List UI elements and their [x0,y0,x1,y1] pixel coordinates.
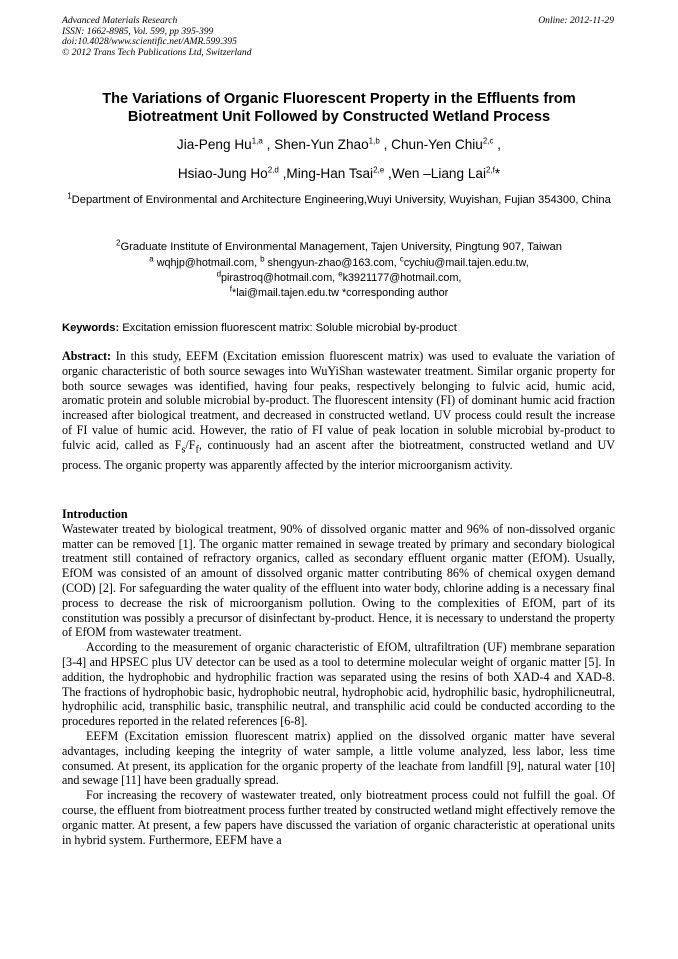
email-line-2 [62,271,616,286]
affiliation-2 [62,239,616,255]
abstract [62,349,615,473]
author-affiliation-mark: 1,b [368,136,380,146]
author-affiliation-mark: 2,d [267,165,279,175]
subscript: f [195,444,199,456]
section-heading: Introduction [62,507,128,521]
online-date: Online: 2012-11-29 [538,15,614,26]
author-name: Chun-Yen Chiu [391,137,483,152]
author-separator: , [384,166,392,181]
email-mark: d [216,269,222,279]
email-address[interactable]: *lai@mail.tajen.edu.tw *corresponding author [232,287,449,299]
keywords-text: Excitation emission fluorescent matrix: Soluble microbial by-product [119,322,457,334]
affiliation-1 [62,190,616,210]
author-name: Ming-Han Tsai [286,166,374,181]
author-affiliation-mark: 2,c [482,136,494,146]
paragraph: EEFM (Excitation emission fluorescent matrix) applied on the dissolved organic matter have several advantages, including keeping the integrity of water sample, a little volume analyzed, less labor, less time consumed. At present, its application for the organic property of the leachate from landfill [9], natural water [10] and sewage [11] have been gradually spread. [62,728,615,788]
author-separator: , [379,137,392,152]
abstract-label: Abstract: [62,349,112,363]
email-address[interactable]: k3921177@hotmail.com, [342,272,462,284]
author-separator: , [262,137,275,152]
keywords [62,322,616,334]
author-name: Shen-Yun Zhao [274,137,369,152]
email-mark: c [399,254,404,264]
abstract-text: , continuously had an ascent after the biotreatment, constructed wetland and UV process. The organic property was apparently affected by the interior microorganism activity. [62,437,615,472]
introduction-section [62,507,615,847]
issn-line: ISSN: 1662-8985, Vol. 599, pp 395-399 [62,25,214,37]
email-mark: e [338,269,343,279]
affiliation-text: Department of Environmental and Architecture Engineering,Wuyi University, Wuyishan, Fujian 354300, China [71,194,611,206]
paper-title: The Variations of Organic Fluorescent Property in the Effluents from Biotreatment Unit Followed by Constructed Wetland Process [102,91,576,125]
subscript: s [181,444,186,456]
author-separator: * [494,166,501,181]
email-address[interactable]: wqhjp@hotmail.com, [153,257,261,269]
email-mark: f [229,284,232,294]
author-separator: , [493,137,502,152]
copyright-line: © 2012 Trans Tech Publications Ltd, Switzerland [62,46,252,58]
keywords-label: Keywords: [62,322,120,334]
affiliation-text: Graduate Institute of Environmental Management, Tajen University, Pingtung 907, Taiwan [120,241,562,253]
email-mark: b [260,254,265,264]
journal-header [62,16,614,58]
author-affiliation-mark: 1,a [251,136,263,146]
email-block [62,256,616,301]
email-address[interactable]: shengyun-zhao@163.com, [264,257,400,269]
author-separator: , [278,166,287,181]
author-name: Wen –Liang Lai [391,166,486,181]
author-affiliation-mark: 2,f [485,165,495,175]
email-address[interactable]: pirastroq@hotmail.com, [221,272,339,284]
journal-name: Advanced Materials Research [62,15,178,26]
author-name: Hsiao-Jung Ho [177,166,268,181]
abstract-text: /F [185,437,196,452]
author-line-2 [62,166,616,181]
affiliation-mark: 2 [116,238,121,248]
email-mark: a [149,254,154,264]
paragraph: For increasing the recovery of wastewater treated, only biotreatment process could not fulfill the goal. Of course, the effluent from biotreatment process further treated by constructed wetland might effectively remove the organic matter. At present, a few papers have discussed the variation of organic characteristic at operational units in hybrid system. Furthermore, EEFM have a [62,788,615,847]
abstract-paragraph [62,349,615,473]
author-name: Jia-Peng Hu [176,137,252,152]
paragraph: Wastewater treated by biological treatment, 90% of dissolved organic matter and 96% of non-dissolved organic matter can be removed [1]. The organic matter remained in sewage treated by primary and secondary biological treatment still contained of refractory organics, called as secondary effluent organic matter (EfOM). Usually, EfOM was consisted of an amount of dissolved organic matter contributing 86% of chemical oxygen demand (COD) [2]. For safeguarding the water quality of the effluent into water body, chlorine adding is a necessary final process to decrease the risk of microorganism pollution. Owing to the complexities of EfOM, part of its constitution was possibly a precursor of disinfectant by-product. Hence, it is necessary to understand the property of EfOM from wastewater treatment. [62,521,615,640]
affiliation-mark: 1 [67,191,72,201]
email-address[interactable]: cychiu@mail.tajen.edu.tw, [403,257,529,269]
author-line-1 [62,137,616,152]
author-affiliation-mark: 2,e [373,165,385,175]
doi-line: doi:10.4028/www.scientific.net/AMR.599.395 [62,36,237,48]
email-line-3 [62,286,616,301]
paragraph: According to the measurement of organic characteristic of EfOM, ultrafiltration (UF) membrane separation [3-4] and HPSEC plus UV detector can be used as a tool to determine molecular weight of organic matter [5]. In addition, the hydrophobic and hydrophilic fraction was separated using the resins of both XAD-4 and XAD-8. The fractions of hydrophobic basic, hydrophobic neutral, hydrophobic acid, hydrophilic basic, hydrophilicneutral, hydrophilic acid, transphilic basic, transphilic neutral, and transphilic acid could be conducted according to the procedures reported in the related references [6-8]. [62,640,615,729]
abstract-text: In this study, EEFM (Excitation emission fluorescent matrix) was used to evaluate the variation of organic characteristic of both source sewages into WuYiShan wastewater treatment. Similar organic property for both source sewages was identified, having four peaks, respectively belonging to fulvic acid, humic acid, aromatic protein and soluble microbial by-product. The fluorescent intensity (FI) of dominant humic acid fraction increased after biological treatment, and decreased in constructed wetland. UV process could result the increase of FI value of humic acid. However, the ratio of FI value of peak location in soluble microbial by-product to fulvic acid, called as F [62,349,615,452]
